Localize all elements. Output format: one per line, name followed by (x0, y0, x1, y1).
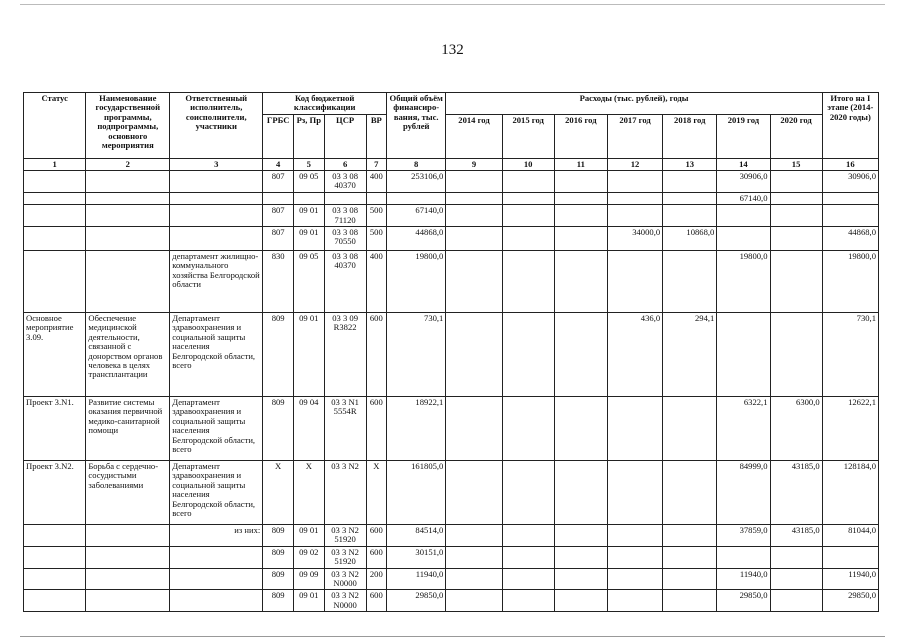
vr-cell: 500 (366, 205, 386, 227)
status-cell (24, 251, 86, 313)
header-stage-total: Итого на I этапе (2014-2020 годы) (822, 93, 878, 159)
header-name: Наименование государственной программы, подпрограммы, основного мероприятия (86, 93, 170, 159)
column-number: 6 (324, 158, 366, 170)
year-2017-cell (607, 568, 662, 590)
column-number: 14 (717, 158, 770, 170)
vr-cell: 200 (366, 568, 386, 590)
year-2014-cell (446, 192, 502, 204)
year-2015-cell (502, 170, 554, 192)
header-year-2017: 2017 год (607, 114, 662, 158)
total-cell: 30151,0 (387, 546, 446, 568)
vr-cell: 600 (366, 397, 386, 461)
csr-cell: 03 3 N2 51920 (324, 546, 366, 568)
stage-total-cell: 44868,0 (822, 227, 878, 251)
stage-total-cell: 29850,0 (822, 590, 878, 612)
total-cell: 161805,0 (387, 461, 446, 525)
rz-pr-cell (293, 192, 324, 204)
table-row (24, 170, 879, 192)
year-2018-cell (663, 590, 717, 612)
year-2016-cell (554, 590, 607, 612)
column-number: 15 (770, 158, 822, 170)
csr-cell: 03 3 N2 N0000 (324, 568, 366, 590)
year-2015-cell (502, 313, 554, 397)
header-total-financing: Общий объём финансиро-вания, тыс. рублей (387, 93, 446, 159)
year-2018-cell: 294,1 (663, 313, 717, 397)
year-2016-cell (554, 192, 607, 204)
stage-total-cell: 128184,0 (822, 461, 878, 525)
rz-pr-cell: 09 01 (293, 227, 324, 251)
year-2014-cell (446, 205, 502, 227)
year-2020-cell (770, 590, 822, 612)
year-2018-cell (663, 461, 717, 525)
year-2014-cell (446, 397, 502, 461)
grbs-cell: 807 (263, 170, 294, 192)
column-number: 3 (170, 158, 263, 170)
year-2014-cell (446, 251, 502, 313)
vr-cell: 500 (366, 227, 386, 251)
table-row (24, 205, 879, 227)
status-cell (24, 568, 86, 590)
executor-cell: из них: (170, 525, 263, 547)
vr-cell: 600 (366, 590, 386, 612)
status-cell (24, 525, 86, 547)
page-number: 132 (441, 42, 464, 58)
year-2014-cell (446, 313, 502, 397)
csr-cell (324, 192, 366, 204)
year-2017-cell (607, 192, 662, 204)
year-2019-cell (717, 546, 770, 568)
executor-cell: департамент жилищно-коммунального хозяйства Белгородской области (170, 251, 263, 313)
year-2019-cell: 19800,0 (717, 251, 770, 313)
year-2016-cell (554, 568, 607, 590)
year-2016-cell (554, 170, 607, 192)
year-2017-cell (607, 170, 662, 192)
name-cell (86, 251, 170, 313)
grbs-cell (263, 192, 294, 204)
table-row (24, 546, 879, 568)
name-cell (86, 205, 170, 227)
column-number: 11 (554, 158, 607, 170)
stage-total-cell: 11940,0 (822, 568, 878, 590)
grbs-cell: 809 (263, 546, 294, 568)
rz-pr-cell: 09 01 (293, 313, 324, 397)
grbs-cell: 807 (263, 227, 294, 251)
year-2019-cell: 11940,0 (717, 568, 770, 590)
stage-total-cell: 81044,0 (822, 525, 878, 547)
rz-pr-cell: 09 05 (293, 170, 324, 192)
year-2017-cell (607, 205, 662, 227)
year-2020-cell (770, 192, 822, 204)
csr-cell: 03 3 09 R3822 (324, 313, 366, 397)
year-2015-cell (502, 525, 554, 547)
name-cell: Развитие системы оказания первичной медико-санитарной помощи (86, 397, 170, 461)
year-2019-cell: 6322,1 (717, 397, 770, 461)
table-row (24, 590, 879, 612)
rz-pr-cell: 09 01 (293, 205, 324, 227)
year-2019-cell: 30906,0 (717, 170, 770, 192)
year-2020-cell (770, 568, 822, 590)
csr-cell: 03 3 08 40370 (324, 251, 366, 313)
year-2014-cell (446, 590, 502, 612)
column-number: 4 (263, 158, 294, 170)
executor-cell: Департамент здравоохранения и социальной защиты населения Белгородской области, всего (170, 461, 263, 525)
name-cell (86, 568, 170, 590)
total-cell: 67140,0 (387, 205, 446, 227)
executor-cell: Департамент здравоохранения и социальной защиты населения Белгородской области, всего (170, 313, 263, 397)
grbs-cell: 830 (263, 251, 294, 313)
year-2018-cell (663, 568, 717, 590)
name-cell (86, 192, 170, 204)
year-2015-cell (502, 461, 554, 525)
bottom-edge-line (20, 636, 885, 637)
header-year-2020: 2020 год (770, 114, 822, 158)
executor-cell (170, 568, 263, 590)
year-2018-cell (663, 397, 717, 461)
year-2016-cell (554, 546, 607, 568)
vr-cell (366, 192, 386, 204)
status-cell: Проект 3.N2. (24, 461, 86, 525)
stage-total-cell: 30906,0 (822, 170, 878, 192)
vr-cell: 400 (366, 170, 386, 192)
stage-total-cell: 19800,0 (822, 251, 878, 313)
total-cell: 11940,0 (387, 568, 446, 590)
year-2018-cell (663, 546, 717, 568)
grbs-cell: X (263, 461, 294, 525)
header-year-2018: 2018 год (663, 114, 717, 158)
header-year-2019: 2019 год (717, 114, 770, 158)
table-row (24, 313, 879, 397)
header-budget-code: Код бюджетной классификации (263, 93, 387, 115)
status-cell: Проект 3.N1. (24, 397, 86, 461)
year-2020-cell: 43185,0 (770, 525, 822, 547)
status-cell (24, 227, 86, 251)
year-2016-cell (554, 313, 607, 397)
year-2016-cell (554, 397, 607, 461)
header-vr: ВР (366, 114, 386, 158)
column-number: 10 (502, 158, 554, 170)
stage-total-cell: 12622,1 (822, 397, 878, 461)
year-2015-cell (502, 192, 554, 204)
header-rz-pr: Рз, Пр (293, 114, 324, 158)
column-number: 13 (663, 158, 717, 170)
status-cell: Основное мероприятие 3.09. (24, 313, 86, 397)
total-cell: 18922,1 (387, 397, 446, 461)
name-cell: Обеспечение медицинской деятельности, связанной с донорством органов человека в целях трансплантации (86, 313, 170, 397)
total-cell: 29850,0 (387, 590, 446, 612)
year-2017-cell (607, 397, 662, 461)
year-2017-cell: 436,0 (607, 313, 662, 397)
year-2014-cell (446, 525, 502, 547)
year-2018-cell (663, 205, 717, 227)
year-2018-cell (663, 525, 717, 547)
total-cell: 19800,0 (387, 251, 446, 313)
year-2019-cell: 29850,0 (717, 590, 770, 612)
csr-cell: 03 3 N2 N0000 (324, 590, 366, 612)
executor-cell: Департамент здравоохранения и социальной защиты населения Белгородской области, всего (170, 397, 263, 461)
year-2018-cell (663, 192, 717, 204)
csr-cell: 03 3 08 70550 (324, 227, 366, 251)
year-2015-cell (502, 397, 554, 461)
executor-cell (170, 227, 263, 251)
executor-cell (170, 546, 263, 568)
name-cell (86, 525, 170, 547)
year-2017-cell: 34000,0 (607, 227, 662, 251)
year-2016-cell (554, 251, 607, 313)
year-2018-cell (663, 170, 717, 192)
grbs-cell: 809 (263, 397, 294, 461)
total-cell: 44868,0 (387, 227, 446, 251)
year-2017-cell (607, 546, 662, 568)
year-2014-cell (446, 227, 502, 251)
year-2017-cell (607, 590, 662, 612)
name-cell (86, 170, 170, 192)
year-2020-cell: 43185,0 (770, 461, 822, 525)
vr-cell: 600 (366, 546, 386, 568)
table-row (24, 525, 879, 547)
rz-pr-cell: X (293, 461, 324, 525)
year-2016-cell (554, 461, 607, 525)
year-2020-cell (770, 227, 822, 251)
executor-cell (170, 192, 263, 204)
table-row (24, 227, 879, 251)
total-cell: 84514,0 (387, 525, 446, 547)
name-cell: Борьба с сердечно-сосудистыми заболеваниями (86, 461, 170, 525)
status-cell (24, 590, 86, 612)
vr-cell: 600 (366, 313, 386, 397)
vr-cell: 400 (366, 251, 386, 313)
rz-pr-cell: 09 09 (293, 568, 324, 590)
budget-table (23, 92, 879, 612)
name-cell (86, 227, 170, 251)
column-number: 9 (446, 158, 502, 170)
executor-cell (170, 205, 263, 227)
year-2019-cell (717, 227, 770, 251)
stage-total-cell (822, 192, 878, 204)
csr-cell: 03 3 08 71120 (324, 205, 366, 227)
stage-total-cell (822, 205, 878, 227)
header-year-2016: 2016 год (554, 114, 607, 158)
year-2019-cell: 37859,0 (717, 525, 770, 547)
table-row (24, 568, 879, 590)
table-header (24, 93, 879, 171)
year-2015-cell (502, 568, 554, 590)
year-2015-cell (502, 251, 554, 313)
year-2014-cell (446, 461, 502, 525)
grbs-cell: 807 (263, 205, 294, 227)
year-2020-cell (770, 546, 822, 568)
year-2016-cell (554, 227, 607, 251)
header-csr: ЦСР (324, 114, 366, 158)
year-2017-cell (607, 525, 662, 547)
csr-cell: 03 3 N2 51920 (324, 525, 366, 547)
csr-cell: 03 3 08 40370 (324, 170, 366, 192)
stage-total-cell (822, 546, 878, 568)
year-2019-cell: 67140,0 (717, 192, 770, 204)
csr-cell: 03 3 N2 (324, 461, 366, 525)
year-2020-cell (770, 170, 822, 192)
header-status: Статус (24, 93, 86, 159)
stage-total-cell: 730,1 (822, 313, 878, 397)
year-2019-cell (717, 313, 770, 397)
year-2019-cell (717, 205, 770, 227)
total-cell: 253106,0 (387, 170, 446, 192)
name-cell (86, 546, 170, 568)
header-grbs: ГРБС (263, 114, 294, 158)
rz-pr-cell: 09 01 (293, 590, 324, 612)
status-cell (24, 205, 86, 227)
grbs-cell: 809 (263, 568, 294, 590)
header-year-2014: 2014 год (446, 114, 502, 158)
year-2015-cell (502, 227, 554, 251)
table-row (24, 397, 879, 461)
column-number: 1 (24, 158, 86, 170)
year-2017-cell (607, 461, 662, 525)
header-year-2015: 2015 год (502, 114, 554, 158)
executor-cell (170, 170, 263, 192)
executor-cell (170, 590, 263, 612)
status-cell (24, 170, 86, 192)
top-edge-line (20, 4, 885, 5)
table-row (24, 192, 879, 204)
year-2015-cell (502, 205, 554, 227)
year-2016-cell (554, 205, 607, 227)
year-2018-cell (663, 251, 717, 313)
year-2014-cell (446, 546, 502, 568)
year-2014-cell (446, 170, 502, 192)
column-number: 12 (607, 158, 662, 170)
year-2018-cell: 10868,0 (663, 227, 717, 251)
year-2015-cell (502, 546, 554, 568)
year-2020-cell (770, 313, 822, 397)
rz-pr-cell: 09 05 (293, 251, 324, 313)
header-expenses: Расходы (тыс. рублей), годы (446, 93, 822, 115)
column-number: 7 (366, 158, 386, 170)
csr-cell: 03 3 N1 5554R (324, 397, 366, 461)
rz-pr-cell: 09 01 (293, 525, 324, 547)
vr-cell: 600 (366, 525, 386, 547)
name-cell (86, 590, 170, 612)
column-number: 16 (822, 158, 878, 170)
year-2014-cell (446, 568, 502, 590)
table-row (24, 251, 879, 313)
table-body (24, 170, 879, 611)
status-cell (24, 546, 86, 568)
table-row (24, 461, 879, 525)
total-cell (387, 192, 446, 204)
year-2019-cell: 84999,0 (717, 461, 770, 525)
status-cell (24, 192, 86, 204)
column-number: 2 (86, 158, 170, 170)
year-2015-cell (502, 590, 554, 612)
year-2016-cell (554, 525, 607, 547)
rz-pr-cell: 09 04 (293, 397, 324, 461)
year-2017-cell (607, 251, 662, 313)
year-2020-cell: 6300,0 (770, 397, 822, 461)
column-number: 5 (293, 158, 324, 170)
column-number: 8 (387, 158, 446, 170)
grbs-cell: 809 (263, 525, 294, 547)
grbs-cell: 809 (263, 590, 294, 612)
header-executor: Ответственный исполнитель, соисполнители, участники (170, 93, 263, 159)
total-cell: 730,1 (387, 313, 446, 397)
column-number-row (24, 158, 879, 170)
year-2020-cell (770, 205, 822, 227)
year-2020-cell (770, 251, 822, 313)
vr-cell: X (366, 461, 386, 525)
rz-pr-cell: 09 02 (293, 546, 324, 568)
grbs-cell: 809 (263, 313, 294, 397)
